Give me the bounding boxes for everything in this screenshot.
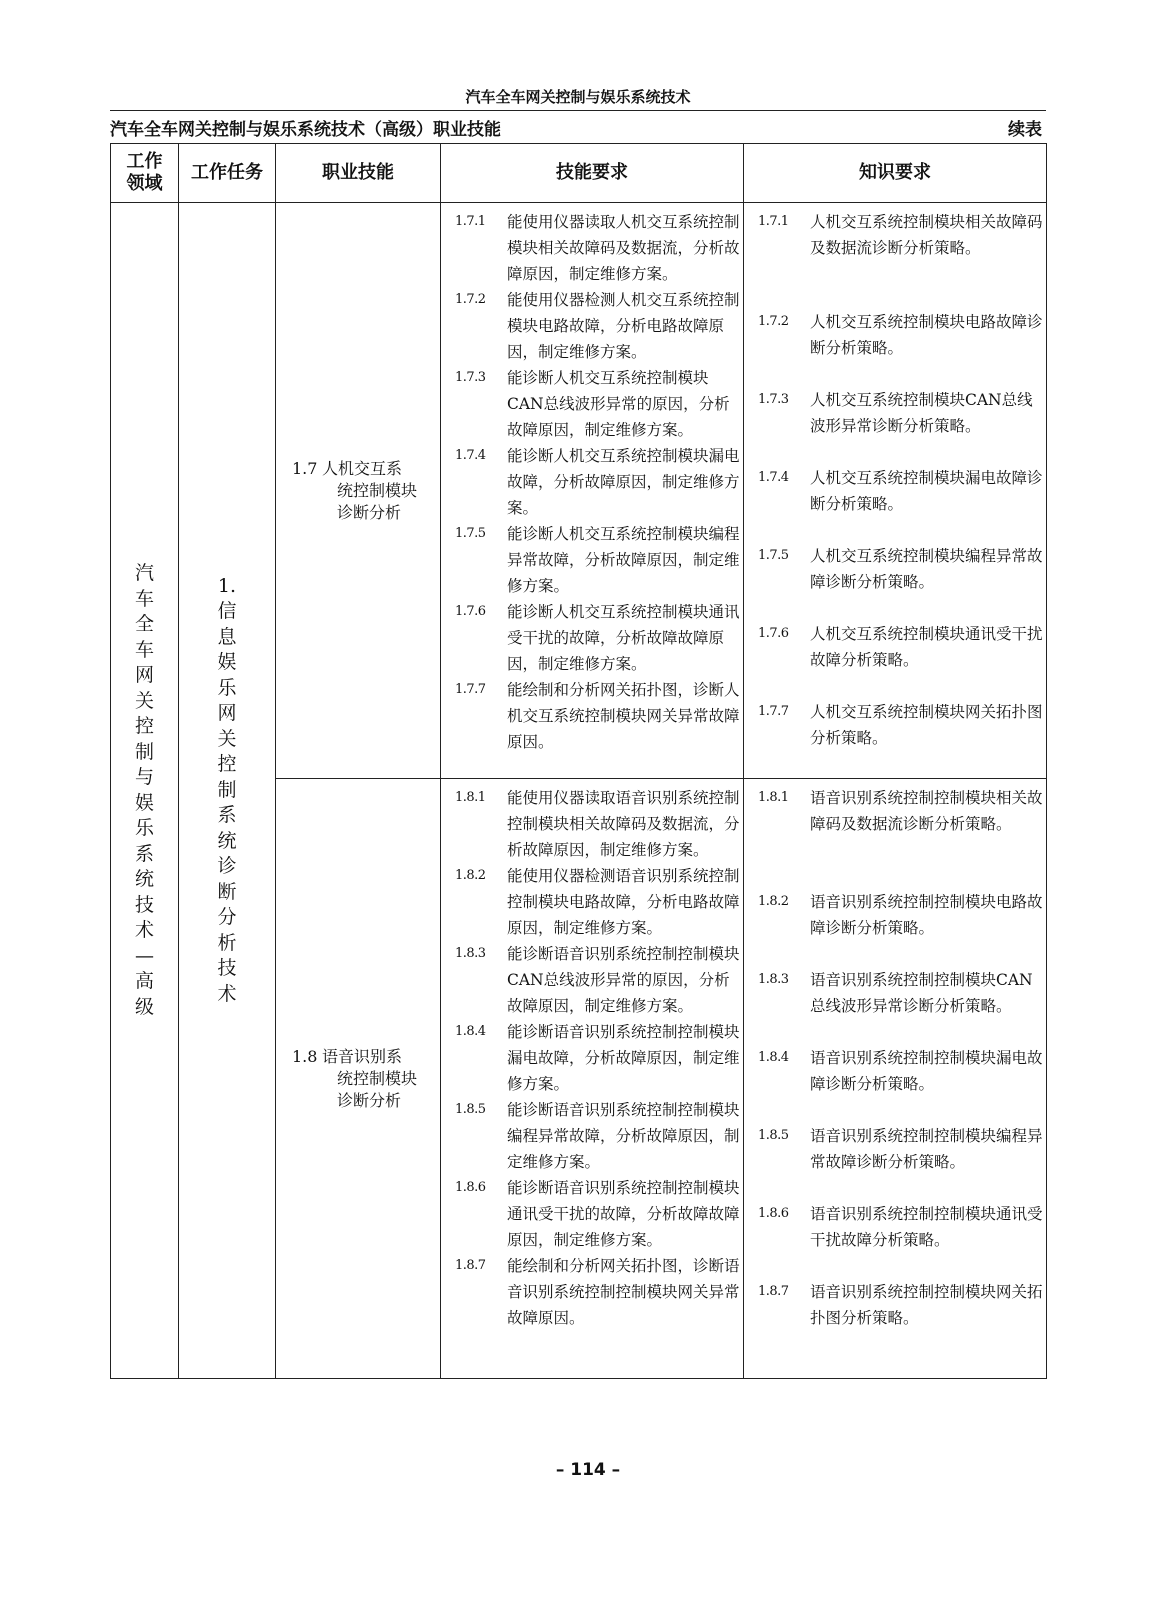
item-code: 1.7.2 bbox=[758, 314, 789, 329]
item-text: 能诊断语音识别系统控制控制模块通讯受干扰的故障，分析故障故障原因，制定维修方案。 bbox=[507, 1179, 740, 1249]
list-item bbox=[758, 209, 1044, 309]
list-item bbox=[758, 621, 1044, 699]
knowledge-cell-1-8 bbox=[744, 779, 1047, 1379]
item-code: 1.8.3 bbox=[455, 946, 486, 961]
item-text: 能绘制和分析网关拓扑图，诊断人机交互系统控制模块网关异常故障原因。 bbox=[507, 681, 740, 751]
list-item bbox=[758, 465, 1044, 543]
item-code: 1.7.5 bbox=[758, 548, 789, 563]
list-item bbox=[758, 309, 1044, 387]
item-text: 人机交互系统控制模块网关拓扑图分析策略。 bbox=[810, 703, 1043, 747]
skills-table bbox=[110, 143, 1047, 1379]
item-code: 1.8.3 bbox=[758, 972, 789, 987]
list-item bbox=[455, 443, 741, 521]
item-code: 1.8.1 bbox=[758, 790, 789, 805]
item-code: 1.7.4 bbox=[758, 470, 789, 485]
work-area-cell bbox=[111, 203, 179, 1379]
list-item bbox=[455, 941, 741, 1019]
item-code: 1.7.2 bbox=[455, 292, 486, 307]
item-text: 能使用仪器检测人机交互系统控制模块电路故障，分析电路故障原因，制定维修方案。 bbox=[507, 291, 740, 361]
header-skill-requirements: 技能要求 bbox=[441, 144, 744, 203]
item-text: 语音识别系统控制控制模块编程异常故障诊断分析策略。 bbox=[810, 1127, 1043, 1171]
skill-name-line: 统控制模块 bbox=[337, 480, 418, 500]
item-text: 语音识别系统控制控制模块网关拓扑图分析策略。 bbox=[810, 1283, 1043, 1327]
item-code: 1.8.2 bbox=[758, 894, 789, 909]
work-task-text: 1.信息娱乐网关控制系统诊断分析技术 bbox=[217, 574, 237, 1005]
item-code: 1.8.5 bbox=[758, 1128, 789, 1143]
skill-name-1-7 bbox=[276, 458, 440, 524]
page-number: – 114 – bbox=[555, 1460, 621, 1480]
item-text: 能诊断人机交互系统控制模块漏电故障，分析故障原因，制定维修方案。 bbox=[507, 447, 740, 517]
item-text: 语音识别系统控制控制模块漏电故障诊断分析策略。 bbox=[810, 1049, 1043, 1093]
item-text: 人机交互系统控制模块通讯受干扰故障分析策略。 bbox=[810, 625, 1043, 669]
list-item bbox=[455, 1253, 741, 1331]
requirements-cell-1-7 bbox=[441, 203, 744, 779]
item-code: 1.7.7 bbox=[455, 682, 486, 697]
item-code: 1.7.3 bbox=[455, 370, 486, 385]
item-code: 1.8.1 bbox=[455, 790, 486, 805]
list-item bbox=[758, 543, 1044, 621]
list-item bbox=[455, 209, 741, 287]
item-code: 1.8.7 bbox=[758, 1284, 789, 1299]
item-code: 1.7.7 bbox=[758, 704, 789, 719]
skill-name-1-8 bbox=[276, 1046, 440, 1112]
item-code: 1.7.6 bbox=[758, 626, 789, 641]
requirements-list bbox=[441, 203, 743, 759]
item-text: 人机交互系统控制模块CAN总线波形异常诊断分析策略。 bbox=[810, 391, 1033, 435]
item-code: 1.8.2 bbox=[455, 868, 486, 883]
item-text: 能使用仪器检测语音识别系统控制控制模块电路故障，分析电路故障原因，制定维修方案。 bbox=[507, 867, 740, 937]
work-area-text: 汽车全车网关控制与娱乐系统技术—高级 bbox=[134, 562, 154, 1018]
item-code: 1.8.6 bbox=[758, 1206, 789, 1221]
list-item bbox=[758, 785, 1044, 889]
list-item bbox=[455, 365, 741, 443]
item-code: 1.8.5 bbox=[455, 1102, 486, 1117]
list-item bbox=[758, 1201, 1044, 1279]
list-item bbox=[758, 1123, 1044, 1201]
list-item bbox=[758, 889, 1044, 967]
list-item bbox=[758, 967, 1044, 1045]
item-code: 1.8.6 bbox=[455, 1180, 486, 1195]
item-text: 人机交互系统控制模块电路故障诊断分析策略。 bbox=[810, 313, 1043, 357]
item-text: 人机交互系统控制模块相关故障码及数据流诊断分析策略。 bbox=[810, 213, 1043, 257]
list-item bbox=[455, 521, 741, 599]
list-item bbox=[455, 599, 741, 677]
item-text: 语音识别系统控制控制模块通讯受干扰故障分析策略。 bbox=[810, 1205, 1043, 1249]
item-code: 1.7.6 bbox=[455, 604, 486, 619]
header-skill: 职业技能 bbox=[276, 144, 441, 203]
requirements-list bbox=[441, 779, 743, 1335]
work-task-cell bbox=[179, 203, 276, 1379]
list-item bbox=[758, 1279, 1044, 1331]
item-text: 能绘制和分析网关拓扑图，诊断语音识别系统控制控制模块网关异常故障原因。 bbox=[507, 1257, 740, 1327]
knowledge-list bbox=[744, 203, 1046, 755]
requirements-cell-1-8 bbox=[441, 779, 744, 1379]
skill-cell-1-8 bbox=[276, 779, 441, 1379]
list-item bbox=[455, 785, 741, 863]
list-item bbox=[758, 699, 1044, 751]
table-header-row bbox=[111, 144, 1047, 203]
skill-name-line: 诊断分析 bbox=[337, 502, 402, 522]
item-text: 能诊断人机交互系统控制模块编程异常故障，分析故障原因，制定维修方案。 bbox=[507, 525, 740, 595]
skill-number: 1.7 bbox=[292, 458, 318, 478]
item-text: 语音识别系统控制控制模块CAN总线波形异常诊断分析策略。 bbox=[810, 971, 1033, 1015]
knowledge-list bbox=[744, 779, 1046, 1335]
item-text: 语音识别系统控制控制模块电路故障诊断分析策略。 bbox=[810, 893, 1043, 937]
item-code: 1.8.4 bbox=[455, 1024, 486, 1039]
skill-number: 1.8 bbox=[292, 1046, 318, 1066]
skill-name-line: 人机交互系 bbox=[322, 458, 403, 478]
item-text: 能诊断人机交互系统控制模块CAN总线波形异常的原因，分析故障原因，制定维修方案。 bbox=[507, 369, 730, 439]
item-code: 1.7.5 bbox=[455, 526, 486, 541]
header-work-task: 工作任务 bbox=[179, 144, 276, 203]
item-code: 1.7.4 bbox=[455, 448, 486, 463]
item-code: 1.8.4 bbox=[758, 1050, 789, 1065]
list-item bbox=[758, 1045, 1044, 1123]
list-item bbox=[455, 287, 741, 365]
header-work-area: 工作 领域 bbox=[111, 144, 179, 203]
list-item bbox=[455, 1175, 741, 1253]
continued-label: 续表 bbox=[1008, 120, 1042, 140]
skill-name-line: 统控制模块 bbox=[337, 1068, 418, 1088]
item-text: 能诊断语音识别系统控制控制模块CAN总线波形异常的原因，分析故障原因，制定维修方案。 bbox=[507, 945, 740, 1015]
item-code: 1.7.3 bbox=[758, 392, 789, 407]
table-row bbox=[111, 203, 1047, 779]
item-text: 能诊断语音识别系统控制控制模块漏电故障，分析故障原因，制定维修方案。 bbox=[507, 1023, 740, 1093]
item-code: 1.7.1 bbox=[455, 214, 486, 229]
item-code: 1.7.1 bbox=[758, 214, 789, 229]
skill-cell-1-7 bbox=[276, 203, 441, 779]
item-code: 1.8.7 bbox=[455, 1258, 486, 1273]
list-item bbox=[455, 1097, 741, 1175]
table-caption bbox=[110, 115, 1046, 139]
list-item bbox=[758, 387, 1044, 465]
knowledge-cell-1-7 bbox=[744, 203, 1047, 779]
item-text: 能使用仪器读取人机交互系统控制模块相关故障码及数据流，分析故障原因，制定维修方案。 bbox=[507, 213, 740, 283]
item-text: 能诊断人机交互系统控制模块通讯受干扰的故障，分析故障故障原因，制定维修方案。 bbox=[507, 603, 740, 673]
item-text: 人机交互系统控制模块漏电故障诊断分析策略。 bbox=[810, 469, 1043, 513]
skill-name-line: 语音识别系 bbox=[322, 1046, 403, 1066]
item-text: 语音识别系统控制控制模块相关故障码及数据流诊断分析策略。 bbox=[810, 789, 1043, 833]
item-text: 人机交互系统控制模块编程异常故障诊断分析策略。 bbox=[810, 547, 1043, 591]
table-title: 汽车全车网关控制与娱乐系统技术（高级）职业技能 bbox=[110, 120, 501, 140]
running-header: 汽车全车网关控制与娱乐系统技术 bbox=[110, 86, 1046, 111]
list-item bbox=[455, 863, 741, 941]
item-text: 能使用仪器读取语音识别系统控制控制模块相关故障码及数据流，分析故障原因，制定维修方案。 bbox=[507, 789, 740, 859]
header-knowledge-requirements: 知识要求 bbox=[744, 144, 1047, 203]
item-text: 能诊断语音识别系统控制控制模块编程异常故障，分析故障原因，制定维修方案。 bbox=[507, 1101, 740, 1171]
skill-name-line: 诊断分析 bbox=[337, 1090, 402, 1110]
list-item bbox=[455, 677, 741, 755]
list-item bbox=[455, 1019, 741, 1097]
